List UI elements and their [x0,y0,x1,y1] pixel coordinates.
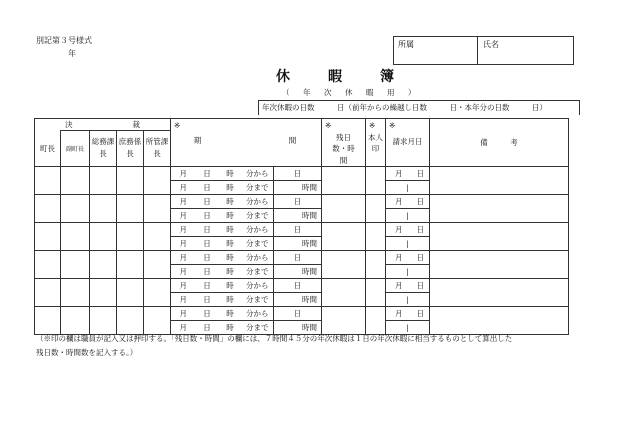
remaining-cell[interactable] [322,194,366,222]
table-row: 月 日 時 分まで 時間 | [35,320,569,334]
table-row: 月 日 時 分から 日 月 日 [35,250,569,264]
remarks-cell[interactable] [430,250,569,278]
remaining-cell[interactable] [322,166,366,194]
stamp-cell[interactable] [144,222,171,250]
remaining-cell[interactable] [322,250,366,278]
stamp-cell[interactable] [117,306,144,334]
table-row: 月 日 時 分から 日 月 日 [35,222,569,236]
stamp-cell[interactable] [61,278,90,306]
stamp-cell[interactable] [35,222,61,250]
affiliation-name-box [393,36,574,65]
stamp-cell[interactable] [144,194,171,222]
name-label: 氏名 [483,40,499,49]
remarks-cell[interactable] [430,278,569,306]
stamp-cell[interactable] [35,250,61,278]
request-date-header: 請求月日 [392,137,423,146]
table-row: 月 日 時 分まで 時間 | [35,292,569,306]
stamp-cell[interactable] [35,166,61,194]
period-header: 期 間 [193,136,299,145]
remarks-cell[interactable] [430,166,569,194]
seal-cell[interactable] [366,250,386,278]
stamp-cell[interactable] [61,194,90,222]
remaining-cell[interactable] [322,222,366,250]
stamp-cell[interactable] [144,306,171,334]
table-row: 月 日 時 分から 日 月 日 [35,306,569,320]
stamp-cell[interactable] [35,306,61,334]
stamp-cell[interactable] [90,306,117,334]
table-row: 月 日 時 分まで 時間 | [35,208,569,222]
approval-header: 決 裁 [35,119,171,131]
remarks-cell[interactable] [430,222,569,250]
page-title: 休 暇 簿 [276,69,406,85]
form-number: 別記第３号様式 [36,36,92,45]
table-row: 月 日 時 分まで 時間 | [35,264,569,278]
request-date-header-cell: ※ 請求月日 [386,119,430,167]
table-row: 月 日 時 分まで 時間 | [35,236,569,250]
page-subtitle: （ 年 次 休 暇 用 ） [282,88,419,97]
stamp-cell[interactable] [61,250,90,278]
remaining-cell[interactable] [322,306,366,334]
stamp-cell[interactable] [144,278,171,306]
affiliation-label: 所属 [398,40,414,49]
table-row: 月 日 時 分から 日 月 日 [35,278,569,292]
footer-note-line1: （※印の欄は職員が記入又は押印する。「残日数・時間」の欄には、７時間４５分の年次休暇は１日の年次休暇に相当するものとして算出した [36,334,513,343]
approver-section-chief: 所管課長 [144,131,171,167]
remarks-cell[interactable] [430,194,569,222]
table-row: 月 日 時 分から 日 月 日 [35,166,569,180]
table-row: 月 日 時 分まで 時間 | [35,180,569,194]
remaining-header: 残日数・時間 [332,133,355,165]
stamp-cell[interactable] [144,250,171,278]
footer-note-line2: 残日数・時間数を記入する。） [36,348,138,357]
table-row: 月 日 時 分から 日 月 日 [35,194,569,208]
stamp-cell[interactable] [117,222,144,250]
approver-general-affairs-chief: 総務課長 [90,131,117,167]
stamp-cell[interactable] [61,166,90,194]
seal-header-cell: ※ 本人印 [366,119,386,167]
year-label: 年 [68,49,76,58]
seal-cell[interactable] [366,306,386,334]
approver-mayor: 町長 [35,131,61,167]
remaining-header-cell: ※ 残日数・時間 [322,119,366,167]
stamp-cell[interactable] [117,278,144,306]
approver-deputy-mayor: 副町長 [61,131,90,167]
stamp-cell[interactable] [61,306,90,334]
seal-cell[interactable] [366,194,386,222]
seal-header: 本人印 [368,133,383,154]
remaining-cell[interactable] [322,278,366,306]
stamp-cell[interactable] [35,278,61,306]
period-header-cell: ※ 期 間 [171,119,322,167]
seal-cell[interactable] [366,278,386,306]
stamp-cell[interactable] [117,194,144,222]
stamp-cell[interactable] [144,166,171,194]
stamp-cell[interactable] [90,222,117,250]
stamp-cell[interactable] [90,250,117,278]
stamp-cell[interactable] [35,194,61,222]
remarks-cell[interactable] [430,306,569,334]
approver-clerk-chief: 庶務係長 [117,131,144,167]
seal-cell[interactable] [366,222,386,250]
stamp-cell[interactable] [90,194,117,222]
seal-cell[interactable] [366,166,386,194]
summary-box [258,100,580,115]
stamp-cell[interactable] [117,166,144,194]
stamp-cell[interactable] [90,278,117,306]
summary-text: 年次休暇の日数 日（前年からの繰越し日数 日・本年分の日数 日） [262,103,547,112]
remarks-header: 備 考 [430,119,569,167]
stamp-cell[interactable] [90,166,117,194]
stamp-cell[interactable] [61,222,90,250]
stamp-cell[interactable] [117,250,144,278]
leave-register-table [34,118,569,335]
